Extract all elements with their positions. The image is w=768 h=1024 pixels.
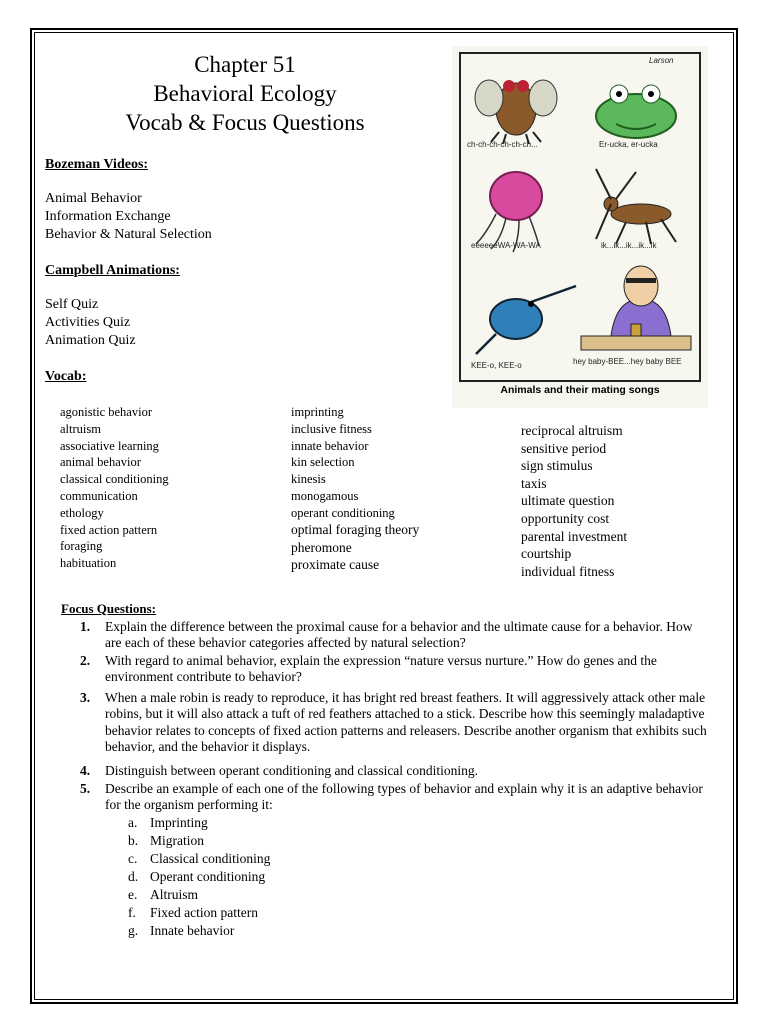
subitem-text: Migration	[150, 833, 204, 848]
vocab-term: pheromone	[291, 539, 352, 555]
cartoon-caption-jellyfish: eeeeeeWA-WA-WA	[471, 241, 541, 250]
question-text: With regard to animal behavior, explain the expression “nature versus nurture.” How do genes and the environment contribute to behavior?	[105, 653, 657, 685]
vocab-term: classical conditioning	[60, 472, 169, 487]
cartoon-caption-man: hey baby-BEE...hey baby BEE	[573, 357, 682, 366]
vocab-term: opportunity cost	[521, 510, 610, 526]
bozeman-item: Animal Behavior	[45, 191, 142, 206]
question-number: 4.	[80, 763, 91, 778]
focus-subitem	[128, 868, 265, 886]
campbell-item: Animation Quiz	[45, 333, 136, 348]
vocab-term: animal behavior	[60, 455, 141, 470]
vocab-term: associative learning	[60, 438, 159, 453]
campbell-heading: Campbell Animations:	[45, 263, 180, 278]
vocab-term: operant conditioning	[291, 505, 395, 520]
man-icon	[581, 266, 691, 350]
focus-subitem	[128, 922, 234, 940]
subitem-text: Fixed action pattern	[150, 905, 258, 920]
subitem-letter: d.	[128, 869, 139, 884]
focus-question	[80, 619, 710, 652]
vocab-term: communication	[60, 488, 138, 503]
focus-heading: Focus Questions:	[61, 601, 156, 616]
focus-subitem	[128, 886, 198, 904]
vocab-term: taxis	[521, 475, 547, 491]
subitem-text: Altruism	[150, 887, 199, 902]
vocab-term: sign stimulus	[521, 458, 593, 474]
vocab-term: kin selection	[291, 455, 355, 470]
vocab-term: habituation	[60, 556, 117, 571]
vocab-column-2b	[291, 521, 419, 574]
question-text: Explain the difference between the proximal cause for a behavior and the ultimate cause for a behavior. How are each of these behavior categories affected by natural selection?	[105, 619, 693, 651]
cartoon-signature: Larson	[649, 56, 674, 65]
campbell-item: Activities Quiz	[45, 315, 131, 330]
cricket-icon	[596, 169, 676, 244]
vocab-column-2	[291, 404, 395, 522]
vocab-term: fixed action pattern	[60, 522, 158, 537]
question-text: When a male robin is ready to reproduce, it has bright red breast feathers. It will aggressively attack other male robins, but it will also attack a tuft of red feathers attached to a stick. Describe how this seemingly maladaptive behavior relates to concepts of fixed action patterns and releasers. Describe another organism that exhibits such behavior, and the behavior it displays.	[105, 690, 707, 754]
vocab-term: optimal foraging theory	[291, 522, 420, 537]
question-text: Distinguish between operant conditioning and classical conditioning.	[105, 763, 479, 778]
fly-icon	[475, 80, 557, 144]
vocab-term: reciprocal altruism	[521, 423, 623, 438]
cartoon-footer: Animals and their mating songs	[500, 384, 660, 396]
campbell-item: Self Quiz	[45, 297, 99, 312]
subitem-letter: a.	[128, 815, 138, 830]
subitem-text: Imprinting	[150, 815, 208, 830]
vocab-term: courtship	[521, 546, 572, 562]
vocab-term: innate behavior	[291, 438, 369, 453]
document-title: Vocab & Focus Questions	[125, 110, 365, 135]
cartoon-caption-cricket: ik...ik...ik...ik...ik	[601, 241, 657, 250]
vocab-term: individual fitness	[521, 563, 615, 579]
vocab-term: parental investment	[521, 528, 628, 544]
vocab-term: imprinting	[291, 405, 344, 419]
subitem-letter: e.	[128, 887, 138, 902]
vocab-heading: Vocab:	[45, 369, 87, 384]
bird-icon	[476, 286, 576, 354]
cartoon-panel	[459, 52, 701, 382]
question-text: Describe an example of each one of the following types of behavior and explain why it is an adaptive behavior for the organism performing it:	[105, 781, 703, 813]
vocab-term: inclusive fitness	[291, 421, 372, 436]
focus-subitem	[128, 814, 208, 832]
vocab-term: agonistic behavior	[60, 405, 152, 419]
subitem-text: Innate behavior	[150, 923, 235, 938]
vocab-term: ethology	[60, 505, 104, 520]
cartoon-image	[452, 46, 708, 408]
cartoon-caption-bird: KEE-o, KEE-o	[471, 361, 522, 370]
question-number: 1.	[80, 619, 91, 634]
question-number: 3.	[80, 690, 91, 705]
subitem-text: Operant conditioning	[150, 869, 266, 884]
focus-question	[80, 763, 710, 779]
bozeman-item: Information Exchange	[45, 209, 171, 224]
question-number: 2.	[80, 653, 91, 668]
vocab-term: altruism	[60, 421, 101, 436]
jellyfish-icon	[476, 172, 542, 252]
vocab-term: proximate cause	[291, 557, 380, 573]
focus-question	[80, 781, 710, 814]
focus-subitem	[128, 832, 204, 850]
chapter-subtitle: Behavioral Ecology	[153, 81, 337, 106]
subitem-letter: c.	[128, 851, 138, 866]
vocab-column-1	[60, 404, 169, 572]
subitem-letter: f.	[128, 905, 136, 920]
subitem-text: Classical conditioning	[150, 851, 271, 866]
bozeman-heading: Bozeman Videos:	[45, 157, 149, 172]
question-number: 5.	[80, 781, 91, 796]
vocab-term: monogamous	[291, 488, 359, 503]
cartoon-caption-frog: Er-ucka, er-ucka	[599, 140, 658, 149]
cartoon-caption-fly: ch-ch-ch-ch-ch-ch...	[467, 140, 538, 149]
focus-question	[80, 653, 710, 686]
cartoon-illustration	[461, 54, 699, 380]
vocab-term: ultimate question	[521, 493, 615, 509]
focus-subitem	[128, 850, 270, 868]
frog-icon	[596, 85, 676, 138]
chapter-title: Chapter 51	[194, 52, 296, 77]
vocab-term: foraging	[60, 539, 103, 554]
subitem-letter: b.	[128, 833, 139, 848]
vocab-term: kinesis	[291, 472, 326, 487]
vocab-column-3	[521, 422, 627, 580]
focus-subitem	[128, 904, 258, 922]
subitem-letter: g.	[128, 923, 139, 938]
vocab-term: sensitive period	[521, 440, 607, 456]
bozeman-item: Behavior & Natural Selection	[45, 227, 212, 242]
focus-question	[80, 690, 710, 755]
